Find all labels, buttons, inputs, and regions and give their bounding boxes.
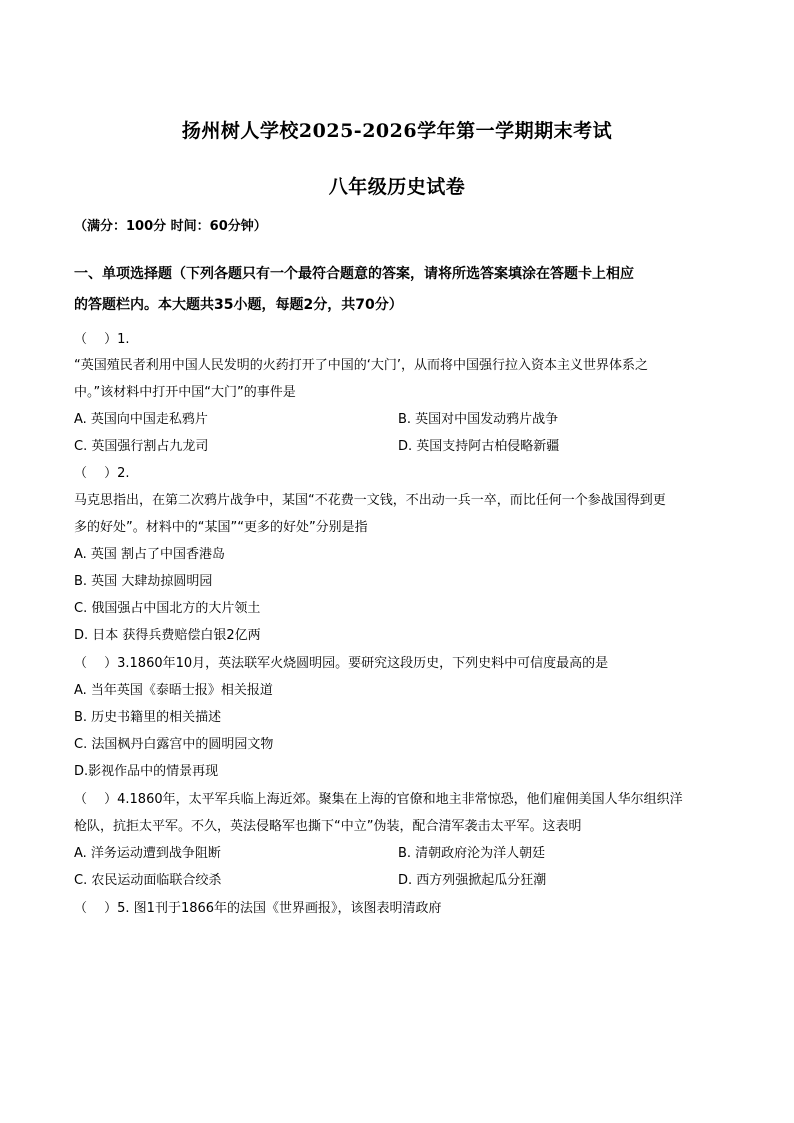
q2-stem-line2: 多的好处”。材料中的“某国”“更多的好处”分别是指	[74, 520, 368, 535]
q2-option-d: D. 日本 获得兵费赔偿白银2亿两	[74, 628, 261, 643]
q3-option-d: D.影视作品中的情景再现	[74, 764, 219, 779]
q3-stem: （ ）3.1860年10月，英法联军火烧圆明园。要研究这段历史，下列史料中可信度最高的是	[74, 656, 609, 671]
q4-option-a: A. 洋务运动遭到战争阻断	[74, 846, 221, 861]
q2-option-a: A. 英国 割占了中国香港岛	[74, 547, 226, 562]
q4-option-b: B. 清朝政府沦为洋人朝廷	[398, 846, 546, 861]
section-heading-line1: 一、单项选择题（下列各题只有一个最符合题意的答案，请将所选答案填涂在答题卡上相应	[74, 266, 634, 282]
q4-option-d: D. 西方列强掀起瓜分狂潮	[398, 873, 547, 888]
q2-number: （ ）2.	[74, 466, 130, 481]
q4-stem-line2: 枪队，抗拒太平军。不久，英法侵略军也撕下“中立”伪装，配合清军袭击太平军。这表明	[74, 819, 582, 834]
q4-stem-line1: （ ）4.1860年，太平军兵临上海近郊。聚集在上海的官僚和地主非常惊恐，他们雇佣美国人华尔组织洋	[74, 792, 683, 807]
q3-option-c: C. 法国枫丹白露宫中的圆明园文物	[74, 737, 274, 752]
q5-stem: （ ）5. 图1刊于1866年的法国《世界画报》，该图表明清政府	[74, 901, 442, 916]
q3-option-b: B. 历史书籍里的相关描述	[74, 710, 222, 725]
q4-option-c: C. 农民运动面临联合绞杀	[74, 873, 222, 888]
q2-option-c: C. 俄国强占中国北方的大片领土	[74, 601, 261, 616]
exam-title: 扬州树人学校2025-2026学年第一学期期末考试	[181, 120, 613, 142]
q1-stem-line1: “英国殖民者利用中国人民发明的火药打开了中国的‘大门’，从而将中国强行拉入资本主义世界体系之	[74, 358, 649, 373]
q1-stem-line2: 中。”该材料中打开中国“大门”的事件是	[74, 385, 296, 400]
q1-option-b: B. 英国对中国发动鸦片战争	[398, 412, 559, 427]
q3-option-a: A. 当年英国《泰晤士报》相关报道	[74, 683, 273, 698]
q2-option-b: B. 英国 大肆劫掠圆明园	[74, 574, 213, 589]
q1-option-d: D. 英国支持阿古柏侵略新疆	[398, 439, 560, 454]
q2-stem-line1: 马克思指出，在第二次鸦片战争中，某国“不花费一文钱，不出动一兵一卒，而比任何一个参战国得到更	[74, 493, 666, 508]
q1-option-a: A. 英国向中国走私鸦片	[74, 412, 208, 427]
q1-number: （ ）1.	[74, 332, 130, 347]
exam-meta: （满分：100分 时间：60分钟）	[74, 219, 267, 234]
q1-option-c: C. 英国强行割占九龙司	[74, 439, 209, 454]
section-heading-line2: 的答题栏内。本大题共35小题，每题2分，共70分）	[74, 297, 403, 313]
exam-subtitle: 八年级历史试卷	[328, 176, 466, 198]
